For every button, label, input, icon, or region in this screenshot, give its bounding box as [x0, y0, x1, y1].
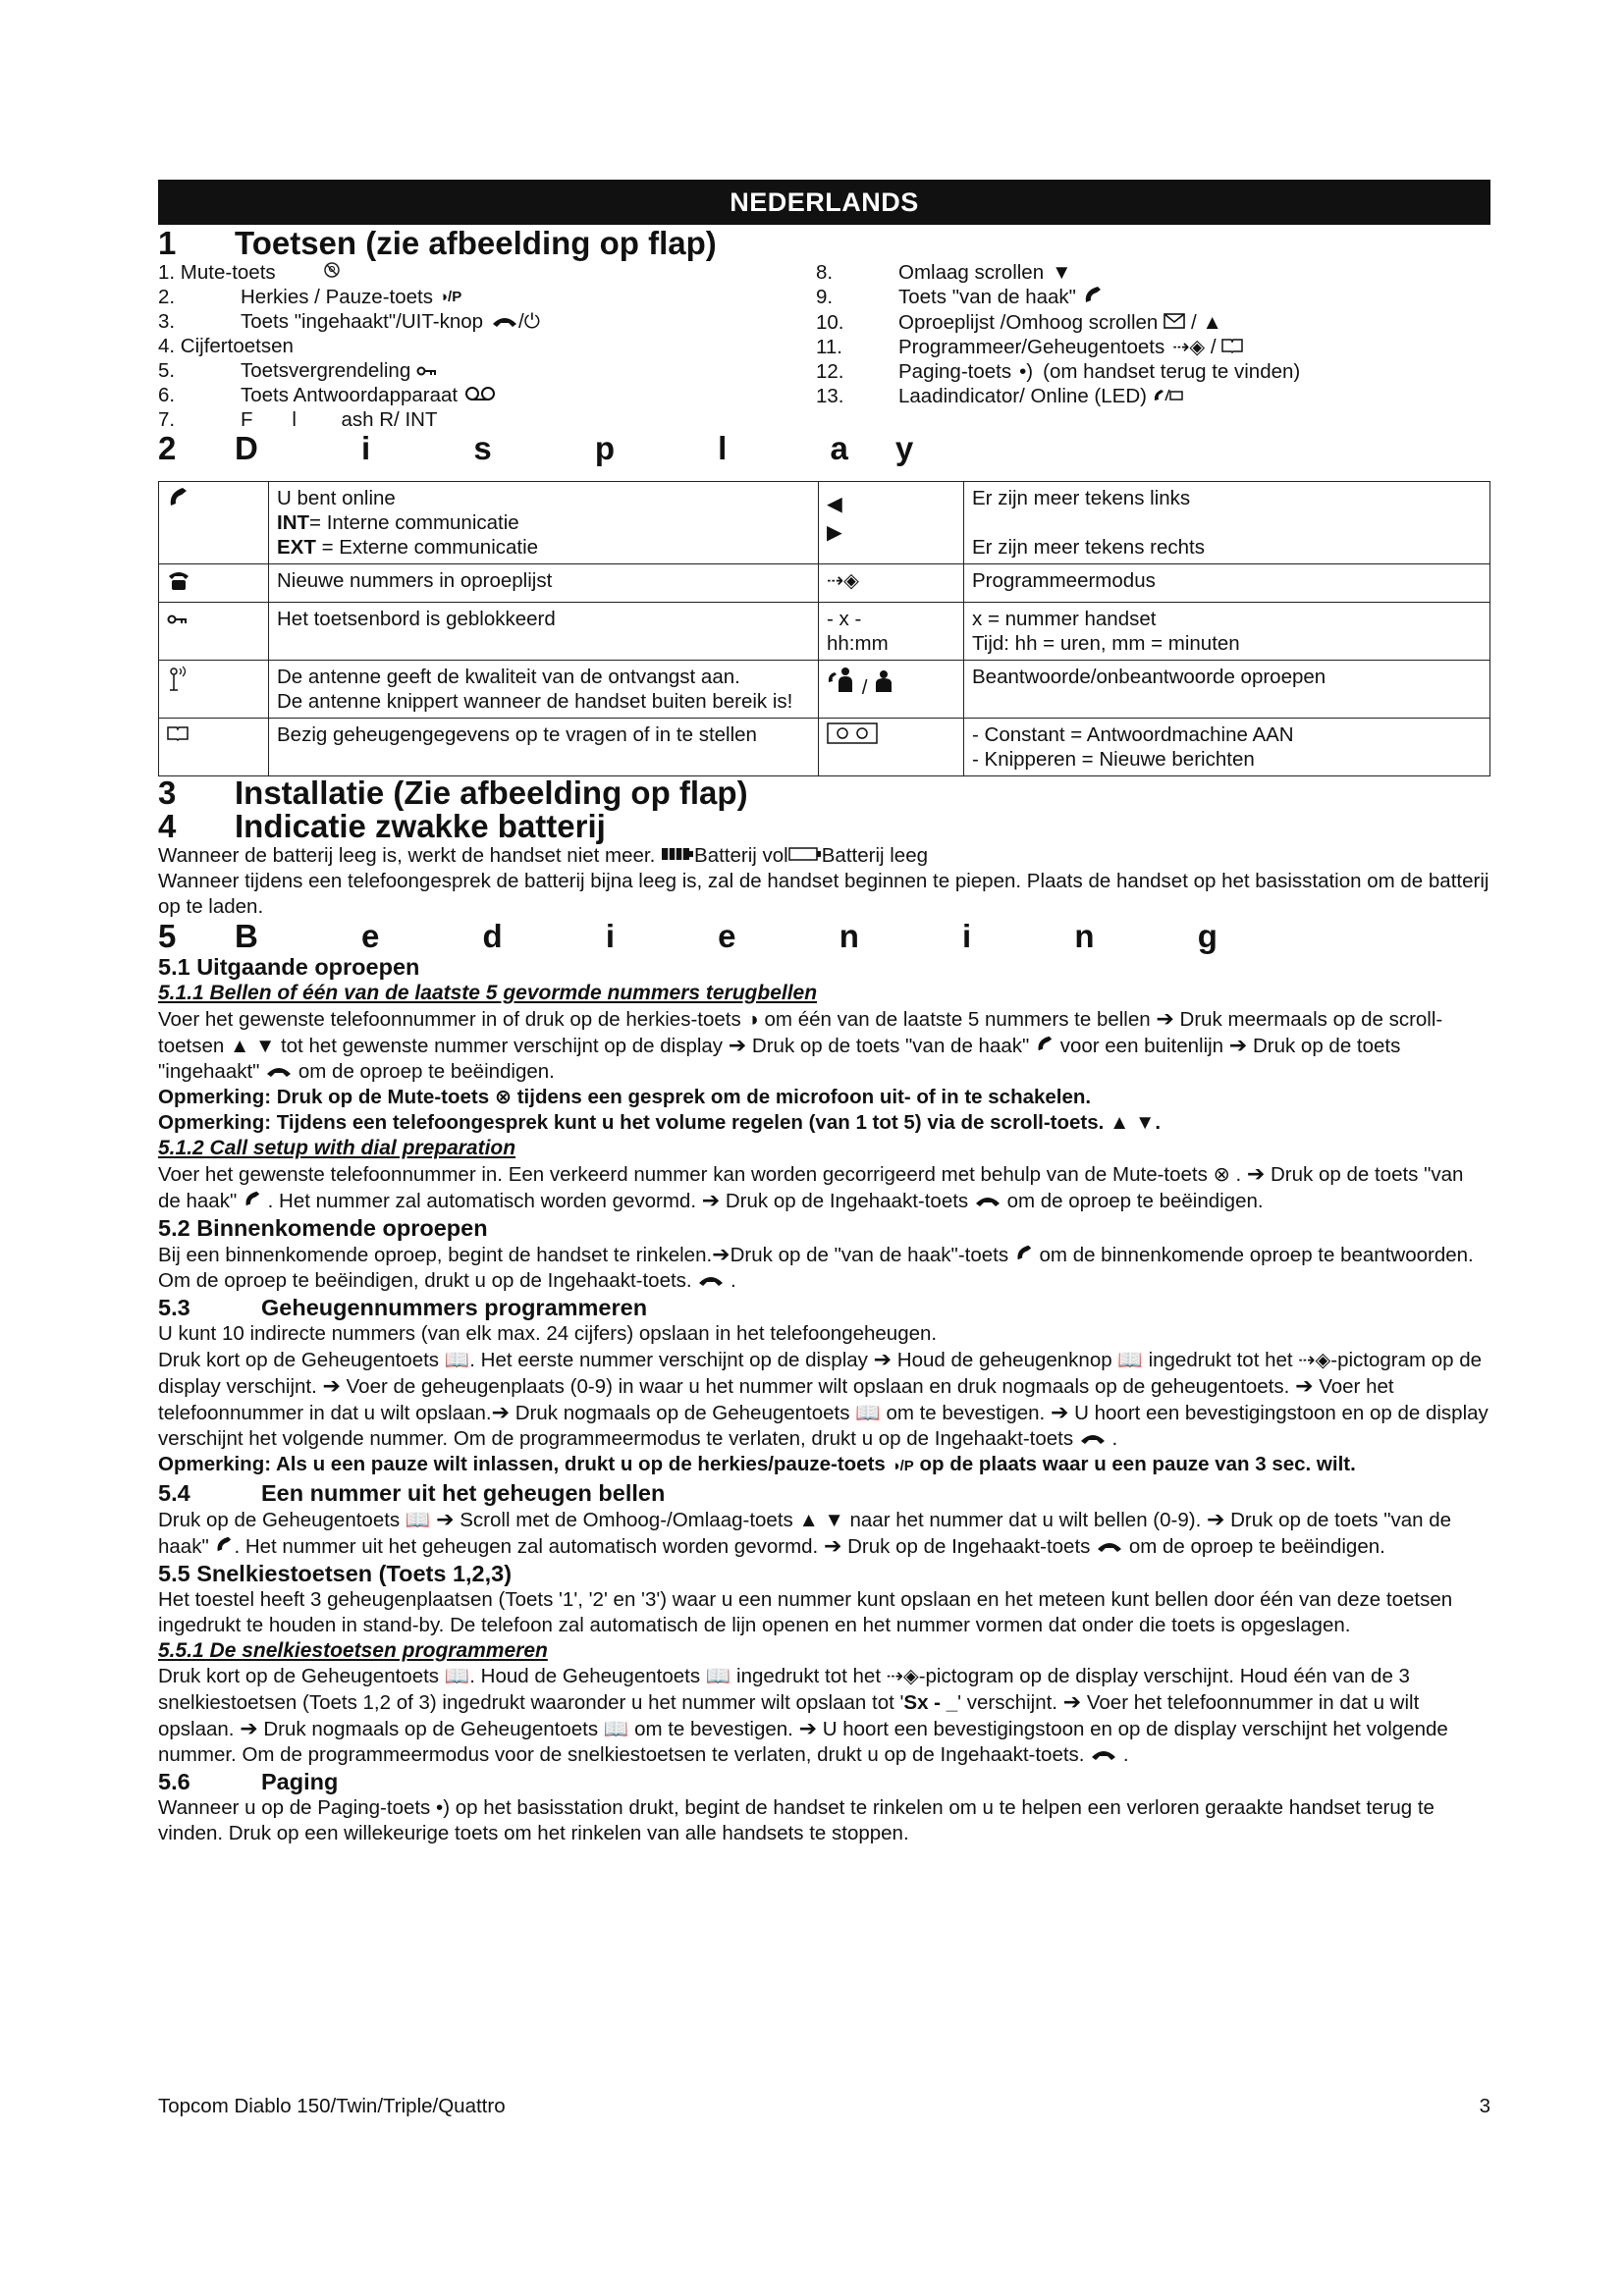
key-lock-icon [416, 358, 438, 383]
key-item: 2. Herkies / Pauze-toets ◑/P [158, 286, 462, 308]
key-item: 7. F l ash R/ INT [158, 408, 438, 431]
antenna-icon [167, 674, 192, 697]
off-hook-icon [1035, 1035, 1055, 1057]
arrow-left-icon: ◀ [827, 493, 842, 515]
hang-up-icon [697, 1269, 725, 1292]
key-item: 6. Toets Antwoordapparaat [158, 383, 816, 407]
phonebook-icon: 📖 [603, 1718, 629, 1740]
arrow-icon: ➔ [1295, 1373, 1314, 1398]
arrow-icon: ➔ [1156, 1006, 1174, 1031]
scroll-up-icon: ▲ [798, 1509, 819, 1531]
key-item: 5. Toetsvergrendeling [158, 358, 816, 383]
off-hook-icon [1014, 1244, 1034, 1266]
section-1-heading: 1 Toetsen (zie afbeelding op flap) [158, 225, 717, 261]
section-5-1-1-text: Voer het gewenste telefoonnummer in of druk op de herkies-toets ◑ om één van de laatste 5 nummers te bellen ➔ Druk meermaals op de scroll-toetsen ▲ ▼ tot het gewenste nummer verschijnt op de display ➔ Druk op de toets "van de haak" voor een buitenlijn ➔ Druk op de toets "ingehaakt" om de oproep te beëindigen. [158, 1006, 1443, 1083]
arrow-right-icon: ▶ [827, 521, 842, 544]
section-5-1-2-text: Voer het gewenste telefoonnummer in. Een verkeerd nummer kan worden gecorrigeerd met behulp van de Mute-toets ⊗ . ➔ Druk op de toets "van de haak" . Het nummer zal automatisch worden gevormd. ➔ Druk op de Ingehaakt-toets om de oproep te beëindigen. [158, 1161, 1464, 1212]
scroll-down-icon: ▼ [1135, 1111, 1156, 1134]
battery-paragraph-1: Wanneer de batterij leeg is, werkt de handset niet meer. Batterij vol Batterij leeg [158, 844, 929, 867]
missed-call-icon [873, 676, 894, 699]
table-cell [819, 564, 964, 603]
note-volume: Opmerking: Tijdens een telefoongesprek kunt u het volume regelen (van 1 tot 5) via de scroll-toets. ▲ ▼. [158, 1111, 1162, 1134]
phonebook-icon: 📖 [444, 1349, 470, 1371]
keys-right-column [816, 260, 1490, 432]
table-cell [819, 719, 964, 776]
key-item: 3. Toets "ingehaakt"/UIT-knop /⏻ [158, 310, 540, 333]
hang-up-icon [491, 309, 518, 334]
note-mute: Opmerking: Druk op de Mute-toets ⊗ tijdens een gesprek om de microfoon uit- of in te schakelen. [158, 1086, 1092, 1108]
section-5-5-text: Het toestel heeft 3 geheugenplaatsen (Toets '1', '2' en '3') waar u een nummer kunt opslaan en het meteen kunt bellen door één van deze toetsen ingedrukt te houden in stand-by. De telefoon zal automatisch de lijn openen en het nummer vormen dat onder die toets is opgeslagen. [158, 1588, 1453, 1636]
phone-icon [167, 574, 190, 597]
program-mode-icon: ⇢◈ [827, 569, 859, 592]
program-icon: ⇢◈ [886, 1665, 919, 1687]
section-5-4-heading: 5.4 Een nummer uit het geheugen bellen [158, 1480, 666, 1506]
key-item: 11. Programmeer/Geheugentoets ⇢◈ / [816, 335, 1490, 359]
section-5-5-heading: 5.5 Snelkiestoetsen (Toets 1,2,3) [158, 1561, 513, 1586]
keys-list [158, 260, 1490, 432]
redial-pause-icon: ◑/P [891, 1458, 914, 1474]
section-5-1-2-heading: 5.1.2 Call setup with dial preparation [158, 1137, 516, 1159]
section-5-3-text: U kunt 10 indirecte nummers (van elk max. 24 cijfers) opslaan in het telefoongeheugen. Druk kort op de Geheugentoets 📖. Het eerste nummer verschijnt op de display ➔ Houd de geheugenknop 📖 ingedrukt tot het ⇢◈-pictogram op de display verschijnt. ➔ Voer de geheugenplaats (0-9) in waar u het nummer wilt opslaan en druk nogmaals op de geheugentoets. ➔ Voer het telefoonnummer in dat u wilt opslaan.➔ Druk nogmaals op de Geheugentoets 📖 om te bevestigen. ➔ U hoort een bevestigingstoon en op de display verschijnt het volgende nummer. Om de programmeermodus te verlaten, drukt u op de Ingehaakt-toets . [158, 1322, 1489, 1450]
manual-page [158, 180, 1490, 1846]
arrow-icon: ➔ [798, 1716, 818, 1740]
phonebook-icon: 📖 [855, 1402, 881, 1424]
arrow-icon: ➔ [728, 1033, 747, 1057]
scroll-down-icon: ▼ [824, 1509, 844, 1531]
off-hook-icon [214, 1535, 234, 1558]
table-row [159, 482, 1490, 564]
hang-up-icon [1079, 1427, 1107, 1450]
phonebook-icon: 📖 [1117, 1349, 1143, 1371]
table-cell: - x - hh:mm [819, 603, 964, 661]
table-cell: U bent online INT= Interne communicatie EXT = Externe communicatie [269, 482, 819, 564]
key-lock-icon [167, 608, 189, 630]
table-cell [159, 564, 269, 603]
table-cell: Bezig geheugengegevens op te vragen of in te stellen [269, 719, 819, 776]
program-icon: ⇢◈ [1172, 336, 1206, 358]
hang-up-icon [1096, 1535, 1123, 1558]
page-number: 3 [1479, 2095, 1490, 2117]
key-item: 4. Cijfertoetsen [158, 335, 294, 357]
key-item: 13. Laadindicator/ Online (LED) [816, 384, 1490, 408]
battery-empty-icon [788, 844, 822, 867]
online-icon [167, 490, 189, 512]
section-5-6-heading: 5.6 Paging [158, 1769, 339, 1794]
arrow-icon: ➔ [712, 1242, 731, 1266]
hang-up-icon [265, 1060, 293, 1083]
arrow-icon: ➔ [436, 1507, 455, 1531]
table-row [159, 661, 1490, 719]
key-item: 12. Paging-toets •) (om handset terug te vinden) [816, 360, 1301, 383]
table-cell: Er zijn meer tekens links Er zijn meer tekens rechts [964, 482, 1490, 564]
hang-up-icon [974, 1190, 1001, 1212]
table-cell: - Constant = Antwoordmachine AAN - Knipperen = Nieuwe berichten [964, 719, 1490, 776]
paging-icon: •) [1019, 360, 1034, 383]
key-item: 10. Oproeplijst /Omhoog scrollen / ▲ [816, 311, 1222, 334]
section-3-heading: 3 Installatie (Zie afbeelding op flap) [158, 774, 748, 811]
section-5-5-1-text: Druk kort op de Geheugentoets 📖. Houd de Geheugentoets 📖 ingedrukt tot het ⇢◈-pictogram op de display verschijnt. Houd één van de 3 snelkiestoetsen (Toets 1,2 of 3) ingedrukt waaronder u het nummer wilt opslaan tot 'Sx - _' verschijnt. ➔ Voer het telefoonnummer in dat u wilt opslaan. ➔ Druk nogmaals op de Geheugentoets 📖 om te bevestigen. ➔ U hoort een bevestigingstoon en op de display verschijnt het volgende nummer. Om de programmeermodus voor de snelkiestoetsen te verlaten, drukt u op de Ingehaakt-toets. . [158, 1665, 1448, 1766]
section-5-6-text: Wanneer u op de Paging-toets •) op het basisstation drukt, begint de handset te rinkelen om u te helpen een verloren geraakte handset terug te vinden. Druk op een willekeurige toets om het rinkelen van alle handsets te stoppen. [158, 1796, 1435, 1844]
table-cell: / [819, 661, 964, 719]
table-cell: Programmeermodus [964, 564, 1490, 603]
page-footer [158, 2095, 1490, 2118]
section-5-1-1-heading: 5.1.1 Bellen of één van de laatste 5 gevormde nummers terugbellen [158, 982, 818, 1004]
table-cell: De antenne geeft de kwaliteit van de ontvangst aan. De antenne knippert wanneer de handset buiten bereik is! [269, 661, 819, 719]
section-5-4-text: Druk op de Geheugentoets 📖 ➔ Scroll met de Omhoog-/Omlaag-toets ▲ ▼ naar het nummer dat u wilt bellen (0-9). ➔ Druk op de toets "van de haak" . Het nummer uit het geheugen zal automatisch worden gevormd. ➔ Druk op de Ingehaakt-toets om de oproep te beëindigen. [158, 1507, 1452, 1558]
section-4-heading: 4 Indicatie zwakke batterij [158, 808, 606, 844]
envelope-icon [1164, 310, 1185, 335]
section-5-2-heading: 5.2 Binnenkomende oproepen [158, 1215, 488, 1241]
arrow-icon: ➔ [1050, 1400, 1069, 1424]
arrow-icon: ➔ [701, 1188, 721, 1212]
arrow-icon: ➔ [1228, 1033, 1248, 1057]
keys-left-column [158, 260, 816, 432]
table-cell: Het toetsenbord is geblokkeerd [269, 603, 819, 661]
arrow-icon: ➔ [322, 1373, 341, 1398]
redial-pause-icon: ◑/P [438, 289, 462, 305]
arrow-icon: ➔ [1206, 1507, 1225, 1531]
table-cell [819, 482, 964, 564]
arrow-icon: ➔ [491, 1400, 511, 1424]
table-cell [159, 603, 269, 661]
phonebook-icon [1221, 335, 1243, 359]
arrow-icon: ➔ [1246, 1161, 1266, 1186]
phonebook-icon: 📖 [705, 1665, 731, 1687]
scroll-up-icon: ▲ [1202, 311, 1222, 334]
phonebook-icon: 📖 [444, 1665, 470, 1687]
scroll-down-icon: ▼ [254, 1035, 276, 1057]
scroll-up-icon: ▲ [1110, 1111, 1130, 1134]
table-cell [159, 719, 269, 776]
arrow-icon: ➔ [1062, 1689, 1082, 1714]
section-5-2-text: Bij een binnenkomende oproep, begint de handset te rinkelen.➔Druk op de "van de haak"-toets om de binnenkomende oproep te beantwoorden. Om de oproep te beëindigen, drukt u op de Ingehaakt-toets. . [158, 1242, 1474, 1292]
table-row [159, 564, 1490, 603]
power-icon: /⏻ [518, 310, 540, 333]
table-cell [159, 661, 269, 719]
phonebook-icon [167, 723, 189, 746]
hang-up-icon [1090, 1743, 1117, 1766]
arrow-icon: ➔ [240, 1716, 258, 1740]
key-item: 9. Toets "van de haak" [816, 285, 1490, 310]
table-cell [159, 482, 269, 564]
key-item: 8. Omlaag scrollen ▼ [816, 261, 1072, 284]
battery-paragraph-2: Wanneer tijdens een telefoongesprek de batterij bijna leeg is, zal de handset beginnen te piepen. Plaats de handset op het basisstation om de batterij op te laden. [158, 870, 1489, 918]
paging-icon: •) [436, 1796, 451, 1819]
table-cell: Beantwoorde/onbeantwoorde oproepen [964, 661, 1490, 719]
answered-call-icon [827, 676, 856, 699]
table-row [159, 603, 1490, 661]
display-icons-table [158, 481, 1490, 776]
footer-product: Topcom Diablo 150/Twin/Triple/Quattro [158, 2095, 506, 2117]
phonebook-icon: 📖 [405, 1509, 431, 1531]
scroll-down-icon: ▼ [1052, 261, 1072, 284]
arrow-icon: ➔ [823, 1533, 842, 1558]
section-5-5-1-heading: 5.5.1 De snelkiestoetsen programmeren [158, 1639, 548, 1662]
charging-online-icon [1153, 384, 1184, 408]
battery-full-icon [661, 844, 694, 867]
section-5-3-heading: 5.3 Geheugennummers programmeren [158, 1295, 648, 1320]
mute-icon [323, 260, 341, 285]
section-2-heading: 2 D i s p l ay [158, 430, 961, 466]
scroll-up-icon: ▲ [229, 1035, 250, 1057]
section-5-1-heading: 5.1 Uitgaande oproepen [158, 954, 420, 980]
arrow-icon: ➔ [873, 1347, 893, 1371]
off-hook-icon [1082, 285, 1104, 310]
note-pause: Opmerking: Als u een pauze wilt inlassen, drukt u op de herkies/pauze-toets ◑/P op de plaats waar u een pauze van 3 sec. wilt. [158, 1453, 1356, 1475]
table-cell: x = nummer handset Tijd: hh = uren, mm = minuten [964, 603, 1490, 661]
answering-machine-icon [463, 383, 497, 407]
key-item: 1. Mute-toets [158, 260, 816, 285]
table-row [159, 719, 1490, 776]
language-banner: NEDERLANDS [158, 180, 1490, 225]
program-icon: ⇢◈ [1298, 1349, 1331, 1371]
mute-icon: ⊗ [494, 1086, 513, 1108]
mute-icon: ⊗ [1213, 1163, 1230, 1186]
section-5-heading: 5 B e d i e n i n g [158, 918, 1265, 954]
redial-icon: ◑ [746, 1008, 759, 1031]
off-hook-icon [243, 1190, 262, 1212]
tape-icon [827, 726, 878, 749]
table-cell: Nieuwe nummers in oproeplijst [269, 564, 819, 603]
